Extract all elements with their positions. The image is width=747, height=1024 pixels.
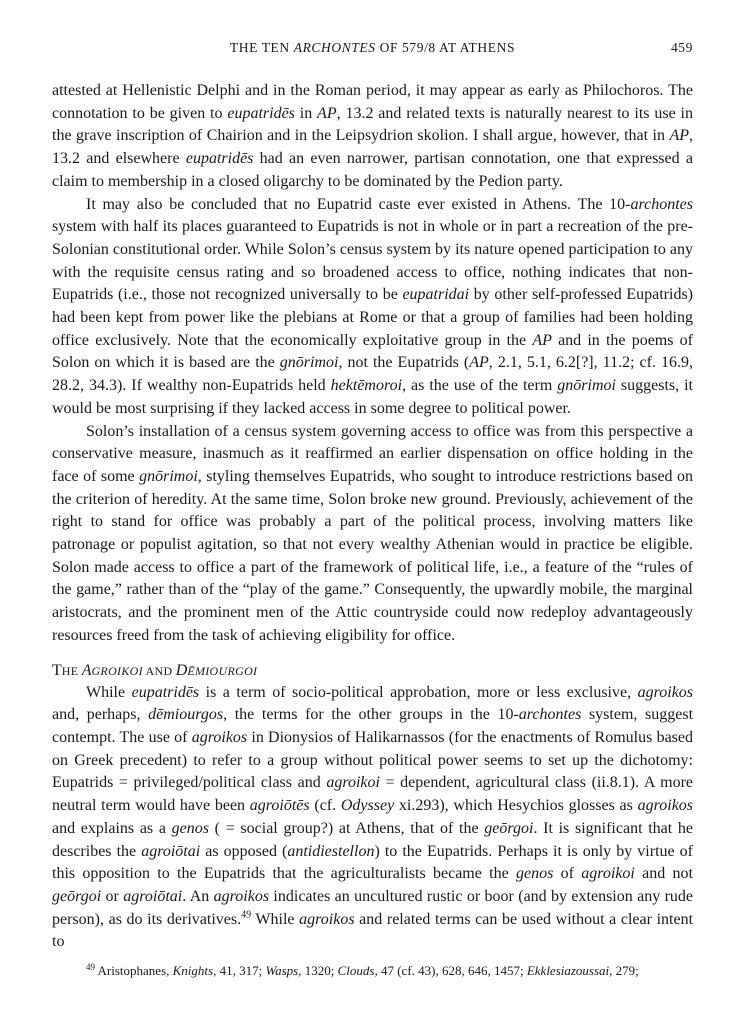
text-run: agroikos	[637, 683, 694, 701]
text-run: agroikos	[299, 910, 355, 928]
text-run: , not the Eupatrids (	[338, 354, 470, 372]
text-run: . It is significant that he describes the	[52, 819, 694, 860]
text-run: . An	[182, 887, 214, 905]
text-run: indicates an uncultured rustic or boor (and by extension any rude person), as do its derivatives.	[52, 887, 694, 928]
text-run: geōrgoi	[484, 819, 534, 837]
text-run: , 13.2 and related texts is naturally nearest to its use in the grave inscription of Chairion and in the Leipsydrion skolion. I shall argue, however, that in	[52, 104, 693, 145]
text-run: , 2.1, 5.1, 6.2[?], 11.2; cf. 16.9, 28.2, 34.3). If wealthy non-Eupatrids held	[52, 354, 694, 395]
paragraph	[52, 80, 693, 194]
text-run: gnōrimoi	[279, 354, 339, 372]
text-run: geōrgoi	[52, 887, 102, 905]
text-run: Knights	[172, 963, 214, 979]
text-run: = dependent, agricultural class (ii.8.1). A more neutral term would have been	[52, 774, 693, 815]
text-run: , 279;	[609, 963, 639, 979]
text-run: Clouds	[337, 963, 375, 979]
text-run: , the terms for the other groups in the 10-	[223, 706, 519, 724]
text-run: agroiōtēs	[249, 797, 310, 815]
text-run: ) to the Eupatrids. Perhaps it is only by virtue of this opposition to the Eupatrids that the agriculturalists became the	[52, 842, 694, 883]
text-run: hektēmoroi	[330, 377, 403, 395]
text-run: suggests, it would be most surprising if they lacked access in some degree to political power.	[52, 377, 693, 417]
text-run: (cf.	[309, 797, 341, 815]
text-run: , 41, 317;	[213, 963, 266, 979]
text-run: dēmiourgos	[148, 706, 224, 724]
footnote	[52, 958, 693, 980]
text-run: genos	[515, 865, 554, 883]
text-run: genos	[171, 819, 209, 837]
text-run: and, perhaps,	[52, 706, 149, 724]
paragraph	[52, 194, 693, 421]
text-run: , 13.2 and elsewhere	[52, 127, 693, 168]
text-run: antidiestellon	[287, 842, 375, 860]
text-run: eupatridai	[402, 286, 470, 304]
paragraph	[52, 682, 693, 954]
section-paragraphs	[52, 682, 693, 954]
page	[52, 40, 693, 980]
page-number: 459	[670, 40, 693, 55]
text-run: AP	[669, 127, 689, 145]
text-run: , styling themselves Eupatrids, who sought to introduce restrictions based on the criterion of heredity. At the same time, Solon broke new ground. Previously, achievement of the right to stand for office was probably a part of the political process, involving matters like patronage or populist agitation, so that not every wealthy Athenian would in practice be eligible. Solon made access to office a part of the framework of political life, i.e., a feature of the “rules of the game,” rather than of the “play of the game.” Consequently, the upwardly mobile, the marginal aristocrats, and the prominent men of the Attic countryside could now redeploy advantageously resources freed from the task of achieving eligibility for office.	[52, 467, 694, 644]
text-run: Odyssey	[340, 797, 395, 815]
text-run: agroiōtai	[123, 887, 183, 905]
text-run: and in the poems of Solon on which it is based are the	[52, 331, 693, 372]
text-run: It may also be concluded that no Eupatrid caste ever existed in Athens. The 10-	[86, 195, 631, 213]
text-run: , as the use of the term	[402, 377, 558, 395]
text-run: and explains as a	[52, 819, 172, 837]
text-run: agroikos	[637, 797, 694, 815]
footnote-mark: 49	[86, 962, 95, 973]
text-run: eupatridēs	[227, 104, 295, 122]
paragraph	[52, 421, 693, 648]
running-head	[52, 40, 693, 62]
text-run: in Dionysios of Halikarnassos (for the enactments of Romulus based on Greek precedent) to refer to a group without political power seems to set up the dichotomy: Eupatrids = privileged/political class and	[52, 728, 693, 792]
text-run: , 1320;	[298, 963, 338, 979]
text-run: or	[101, 887, 124, 905]
paragraphs	[52, 80, 693, 648]
text-run: , 47 (cf. 43), 628, 646, 1457;	[374, 963, 527, 979]
text-run: ( = social group?) at Athens, that of the	[208, 819, 485, 837]
text-run: agroikos	[213, 887, 270, 905]
text-run: agroikoi	[326, 774, 380, 792]
text-run: Aristophanes,	[95, 963, 173, 979]
text-run: and related terms can be used without a clear intent to	[52, 910, 694, 951]
footnote-ref: 49	[241, 909, 252, 921]
text-run: agroikoi	[581, 865, 635, 883]
text-run: xi.293), which Hesychios glosses as	[394, 797, 638, 815]
text-run: is a term of socio-political approbation, more or less exclusive,	[199, 683, 638, 701]
text-run: Solon’s installation of a census system governing access to office was from this perspective a conservative measure, inasmuch as it reaffirmed an earlier dispensation on office holding in the face of some	[52, 422, 693, 485]
text-run: eupatridēs	[131, 683, 200, 701]
text-run: system with half its places guaranteed to Eupatrids is not in whole or in part a recreation of the pre-Solonian constitutional order. While Solon’s census system by its nature opened participation to any with the requisite census rating and so broadened access to office, nothing indicates that non-Eupatrids (i.e., those not recognized universally to be	[52, 218, 693, 304]
text-run: had an even narrower, partisan connotation, one that expressed a claim to membership in a closed oligarchy to be dominated by the Pedion party.	[52, 150, 694, 190]
text-run: archontes	[518, 706, 582, 724]
text-run: eupatridēs	[185, 150, 254, 168]
text-run: in	[294, 104, 318, 122]
text-run: AP	[317, 104, 337, 122]
text-run: Wasps	[265, 963, 299, 979]
text-run: agroiōtai	[141, 842, 201, 860]
text-run: While	[86, 683, 132, 701]
text-run: gnōrimoi	[139, 467, 198, 485]
text-run: While	[251, 910, 300, 928]
running-head-title: THE TEN ARCHONTES OF 579/8 AT ATHENS	[229, 40, 516, 55]
section-heading: THE AGROIKOI AND DĒMIOURGOI	[52, 661, 258, 679]
text-run: Ekklesiazoussai	[526, 963, 610, 979]
text-run: gnōrimoi	[557, 377, 616, 395]
text-run: as opposed (	[200, 842, 288, 860]
text-run: system, suggest contempt. The use of	[52, 706, 694, 746]
text-run: by other self-professed Eupatrids) had been kept from power like the plebians at Rome or that a group of families had been holding office exclusively. Note that the economically exploitative group in the	[52, 286, 693, 349]
main-text	[52, 80, 693, 954]
text-run: agroikos	[191, 728, 248, 746]
text-run: archontes	[630, 195, 693, 213]
text-run: of	[553, 865, 582, 883]
text-run: AP	[532, 331, 552, 349]
text-run: and not	[634, 865, 693, 883]
text-run: AP	[469, 354, 489, 372]
text-run: attested at Hellenistic Delphi and in the Roman period, it may appear as early as Philochoros. The connotation to be given to	[52, 82, 693, 122]
